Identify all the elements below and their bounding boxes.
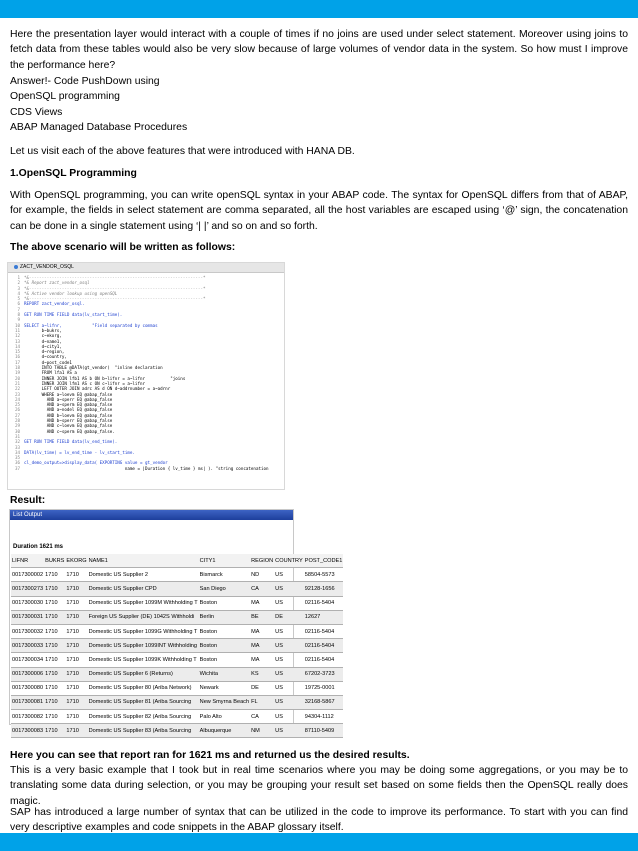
table-cell: 67202-3723	[304, 667, 344, 681]
line-number: 16	[14, 354, 20, 360]
code-text: d~post_code1	[24, 359, 72, 365]
table-cell: 12627	[304, 610, 344, 624]
table-cell: Domestic US Supplier 83 (Ariba Sourcing	[88, 724, 199, 738]
table-cell: 0017300080	[11, 681, 44, 695]
code-editor-tab	[8, 263, 284, 273]
table-row[interactable]	[11, 667, 343, 681]
table-cell: Boston	[199, 639, 250, 653]
code-editor-screenshot	[7, 262, 285, 490]
line-number: 18	[14, 365, 20, 371]
line-number: 37	[14, 465, 20, 471]
abap-program-icon	[14, 265, 18, 269]
table-cell: Palo Alto	[199, 710, 250, 724]
code-listing	[8, 273, 284, 471]
table-cell: 0017300273	[11, 582, 44, 596]
line-number: 1	[17, 275, 20, 280]
table-cell: BE	[250, 610, 274, 624]
scenario-heading: The above scenario will be written as follows:	[10, 242, 236, 253]
code-text: *&---------------------------------------------------------------------*	[24, 296, 206, 302]
table-cell: 0017300034	[11, 653, 44, 667]
table-cell: Boston	[199, 624, 250, 638]
table-cell: 92128-1656	[304, 582, 344, 596]
table-row[interactable]	[11, 710, 343, 724]
table-cell: Newark	[199, 681, 250, 695]
line-number: 22	[14, 386, 20, 392]
table-cell: MA	[250, 639, 274, 653]
code-text: FROM lfa1 AS a	[24, 370, 77, 376]
table-cell: Boston	[199, 596, 250, 610]
code-text: d~region,	[24, 349, 65, 355]
line-number: 7	[17, 306, 20, 312]
table-cell: Domestic US Supplier 1099G Withholding T	[88, 624, 199, 638]
table-cell: 0017300083	[11, 724, 44, 738]
table-cell: 1710	[65, 710, 87, 724]
top-accent-bar	[0, 0, 638, 18]
table-cell: 1710	[65, 681, 87, 695]
line-number: 25	[14, 402, 20, 408]
table-cell: 0017300033	[11, 639, 44, 653]
table-cell: 1710	[44, 667, 65, 681]
line-number: 23	[14, 391, 20, 397]
table-cell: 32168-5867	[304, 695, 344, 709]
table-cell: DE	[250, 681, 274, 695]
table-cell: US	[274, 681, 304, 695]
table-cell: Domestic US Supplier 1099M Withholding T	[88, 596, 199, 610]
code-text: INTO TABLE @DATA(gt_vendor) "inline declaration	[24, 365, 163, 371]
table-cell: 1710	[44, 610, 65, 624]
table-cell: 1710	[65, 610, 87, 624]
table-cell: New Smyrna Beach	[199, 695, 250, 709]
table-cell: 1710	[44, 639, 65, 653]
code-tab-label: ZACT_VENDOR_OSQL	[20, 264, 74, 270]
line-number: 24	[14, 396, 20, 402]
table-cell: CA	[250, 582, 274, 596]
table-cell: 1710	[65, 667, 87, 681]
table-cell: Domestic US Supplier 6 (Returns)	[88, 667, 199, 681]
table-cell: Foreign US Supplier (DE) 1042S Withholdi	[88, 610, 199, 624]
column-header[interactable]: POST_CODE1	[304, 554, 344, 568]
table-row[interactable]	[11, 568, 343, 582]
table-cell: 19725-0001	[304, 681, 344, 695]
bottom-accent-bar	[0, 833, 638, 851]
line-number: 28	[14, 418, 20, 424]
line-number: 31	[14, 433, 20, 439]
line-number: 11	[14, 327, 20, 333]
table-cell: Berlin	[199, 610, 250, 624]
table-row[interactable]	[11, 681, 343, 695]
line-number: 17	[14, 359, 20, 365]
table-cell: Domestic US Supplier 2	[88, 568, 199, 582]
line-number: 14	[14, 343, 20, 349]
table-row[interactable]	[11, 610, 343, 624]
table-cell: 02116-5404	[304, 639, 344, 653]
intro-paragraph: Here the presentation layer would interact with a couple of times if no joins are used under select statement. Moreover using joins to fetch data from these tables would also be very slow because of large volumes of vendor data in the system. So how must I improve the performance here?	[10, 29, 628, 71]
code-text: *& Report zact_vendor_osql	[24, 280, 90, 286]
table-row[interactable]	[11, 695, 343, 709]
section-heading: 1.OpenSQL Programming	[10, 168, 137, 179]
table-cell: 0017300006	[11, 667, 44, 681]
table-cell: 02116-5404	[304, 596, 344, 610]
line-number: 8	[17, 312, 20, 318]
table-cell: 1710	[44, 596, 65, 610]
table-cell: NM	[250, 724, 274, 738]
table-cell: US	[274, 624, 304, 638]
table-cell: 1710	[65, 568, 87, 582]
table-cell: Domestic US Supplier 1099K Withholding T	[88, 653, 199, 667]
table-cell: 1710	[65, 695, 87, 709]
code-text: WHERE a~loevm EQ @abap_false	[24, 391, 113, 397]
code-text: LEFT OUTER JOIN adrc AS d ON d~addrnumber = a~adrnr	[24, 386, 171, 392]
table-row[interactable]	[11, 724, 343, 738]
table-cell: US	[274, 667, 304, 681]
code-text: name = |Duration { lv_time } ms| ). "string concatenation	[24, 465, 269, 471]
table-cell: Domestic US Supplier 1099INT Withholding	[88, 639, 199, 653]
column-header[interactable]: COUNTRY	[274, 554, 304, 568]
line-number: 3	[17, 285, 20, 291]
closing-paragraph: SAP has introduced a large number of syntax that can be utilized in the code to improve its performance. To start with you can find very descriptive examples and code snippets in the ABAP glossary itself.	[10, 807, 628, 834]
table-cell: MA	[250, 596, 274, 610]
code-text: GET RUN TIME FIELD data(lv_start_time).	[24, 312, 123, 318]
visit-line: Let us visit each of the above features that were introduced with HANA DB.	[10, 146, 355, 157]
answer-line: CDS Views	[10, 106, 63, 118]
line-number: 36	[14, 460, 20, 466]
table-cell: CA	[250, 710, 274, 724]
code-text: REPORT zact_vendor_osql.	[24, 301, 85, 307]
line-number: 9	[17, 317, 20, 323]
table-cell: 58504-5573	[304, 568, 344, 582]
table-cell: US	[274, 653, 304, 667]
answer-line: ABAP Managed Database Procedures	[10, 122, 188, 134]
code-text: DATA(lv_time) = lv_end_time - lv_start_time.	[24, 449, 135, 455]
table-cell: 02116-5404	[304, 653, 344, 667]
line-number: 29	[14, 423, 20, 429]
table-cell: 02116-5404	[304, 624, 344, 638]
line-number: 27	[14, 412, 20, 418]
code-text: AND a~nodel EQ @abap_false	[24, 407, 113, 413]
code-text: *&---------------------------------------------------------------------*	[24, 285, 206, 291]
line-number: 30	[14, 428, 20, 434]
code-text: AND c~loevm EQ @abap_false	[24, 423, 113, 429]
section-paragraph: With OpenSQL programming, you can write openSQL syntax in your ABAP code. The syntax for OpenSQL differs from that of ABAP, for example, the fields in select statement are comma separated, all the host variables are escaped using ‘@’ sign, the concatenation can be done in a single statement using ‘| |’ and so on and so forth.	[10, 190, 628, 232]
table-row[interactable]	[11, 653, 343, 667]
table-cell: 1710	[65, 639, 87, 653]
table-cell: MA	[250, 653, 274, 667]
answer-line: OpenSQL programming	[10, 91, 120, 103]
result-table	[11, 554, 343, 738]
table-cell: 1710	[65, 596, 87, 610]
code-text: GET RUN TIME FIELD data(lv_end_time).	[24, 439, 118, 445]
code-text: cl_demo_output=>display_data( EXPORTING value = gt_vendor	[24, 460, 168, 466]
table-cell: Bismarck	[199, 568, 250, 582]
table-cell: 0017300081	[11, 695, 44, 709]
line-number: 32	[14, 439, 20, 445]
code-text: SELECT a~lifnr, "Field separated by commas	[24, 322, 158, 328]
column-header[interactable]: NAME1	[88, 554, 199, 568]
code-text: d~city1,	[24, 343, 62, 349]
table-row[interactable]	[11, 624, 343, 638]
table-cell: 87110-5409	[304, 724, 344, 738]
line-number: 34	[14, 449, 20, 455]
table-cell: 1710	[65, 624, 87, 638]
code-text: AND b~loevm EQ @abap_false	[24, 412, 113, 418]
table-cell: US	[274, 639, 304, 653]
table-cell: 1710	[44, 695, 65, 709]
answer-block	[10, 74, 628, 136]
table-cell: 1710	[44, 582, 65, 596]
table-cell: Domestic US Supplier CPD	[88, 582, 199, 596]
code-text: AND c~sperm EQ @abap_false.	[24, 428, 115, 434]
code-text: d~name1,	[24, 338, 62, 344]
line-number: 26	[14, 407, 20, 413]
outcome-heading: Here you can see that report ran for 1621 ms and returned us the desired results.	[10, 750, 410, 761]
line-number: 33	[14, 444, 20, 450]
code-text: d~country,	[24, 354, 67, 360]
code-text: c~ekorg,	[24, 333, 62, 339]
table-cell: ND	[250, 568, 274, 582]
result-output-window	[9, 509, 343, 734]
outcome-paragraph: This is a very basic example that I took but in real time scenarios where you may be doing some aggregations, or you may be to translating some data during selection, or you may be grouping your result set based on some fields then the OpenSQL really does magic.	[10, 765, 628, 807]
result-label: Result:	[10, 495, 46, 506]
line-number: 12	[14, 333, 20, 339]
result-duration: Duration 1621 ms	[13, 544, 64, 550]
table-cell: Albuquerque	[199, 724, 250, 738]
line-number: 6	[17, 301, 20, 307]
code-text: b~bukrs,	[24, 327, 62, 333]
table-row[interactable]	[11, 596, 343, 610]
answer-line: Answer!- Code PushDown using	[10, 76, 160, 87]
column-header[interactable]: CITY1	[199, 554, 250, 568]
code-text: AND b~sperr EQ @abap_false	[24, 418, 113, 424]
column-header[interactable]: BUKRS	[44, 554, 65, 568]
code-text: *&---------------------------------------------------------------------*	[24, 275, 206, 280]
table-cell: Wichita	[199, 667, 250, 681]
line-number: 20	[14, 375, 20, 381]
code-line	[8, 466, 284, 471]
table-cell: Domestic US Supplier 80 (Ariba Network)	[88, 681, 199, 695]
table-cell: 0017300082	[11, 710, 44, 724]
table-cell: US	[274, 695, 304, 709]
table-cell: 1710	[65, 724, 87, 738]
code-text: INNER JOIN lfb1 AS b ON b~lifnr = a~lifnr "joins	[24, 375, 186, 381]
column-header[interactable]: LIFNR	[11, 554, 44, 568]
table-cell: US	[274, 568, 304, 582]
table-cell: 1710	[44, 653, 65, 667]
table-cell: Boston	[199, 653, 250, 667]
table-cell: 94304-1112	[304, 710, 344, 724]
line-number: 2	[17, 280, 20, 286]
table-cell: US	[274, 710, 304, 724]
table-cell: 0017300031	[11, 610, 44, 624]
table-cell: 1710	[44, 568, 65, 582]
table-cell: 1710	[44, 710, 65, 724]
table-cell: 1710	[65, 582, 87, 596]
table-cell: KS	[250, 667, 274, 681]
column-header[interactable]: REGION	[250, 554, 274, 568]
table-cell: US	[274, 582, 304, 596]
code-text: AND a~sperm EQ @abap_false	[24, 402, 113, 408]
table-cell: US	[274, 724, 304, 738]
line-number: 21	[14, 380, 20, 386]
table-cell: Domestic US Supplier 81 (Ariba Sourcing	[88, 695, 199, 709]
table-cell: 1710	[44, 624, 65, 638]
table-cell: Domestic US Supplier 82 (Ariba Sourcing	[88, 710, 199, 724]
line-number: 15	[14, 349, 20, 355]
code-text: *& Active vendor lookup using openSQL	[24, 290, 118, 296]
line-number: 35	[14, 455, 20, 461]
table-cell: 1710	[44, 724, 65, 738]
table-cell: 1710	[44, 681, 65, 695]
table-row[interactable]	[11, 582, 343, 596]
line-number: 13	[14, 338, 20, 344]
line-number: 5	[17, 296, 20, 302]
result-header-row	[11, 554, 343, 568]
line-number: 10	[14, 322, 20, 328]
line-number: 19	[14, 370, 20, 376]
table-cell: 1710	[65, 653, 87, 667]
table-cell: MA	[250, 624, 274, 638]
table-row[interactable]	[11, 639, 343, 653]
line-number: 4	[17, 290, 20, 296]
column-header[interactable]: EKORG	[65, 554, 87, 568]
table-cell: 0017300032	[11, 624, 44, 638]
code-text: AND a~sperr EQ @abap_false	[24, 396, 113, 402]
code-text: INNER JOIN lfm1 AS c ON c~lifnr = a~lifnr	[24, 380, 146, 386]
table-cell: DE	[274, 610, 304, 624]
table-cell: FL	[250, 695, 274, 709]
result-window-title: List Output	[10, 510, 293, 520]
table-cell: 0017300002	[11, 568, 44, 582]
table-cell: US	[274, 596, 304, 610]
table-cell: San Diego	[199, 582, 250, 596]
table-cell: 0017300030	[11, 596, 44, 610]
